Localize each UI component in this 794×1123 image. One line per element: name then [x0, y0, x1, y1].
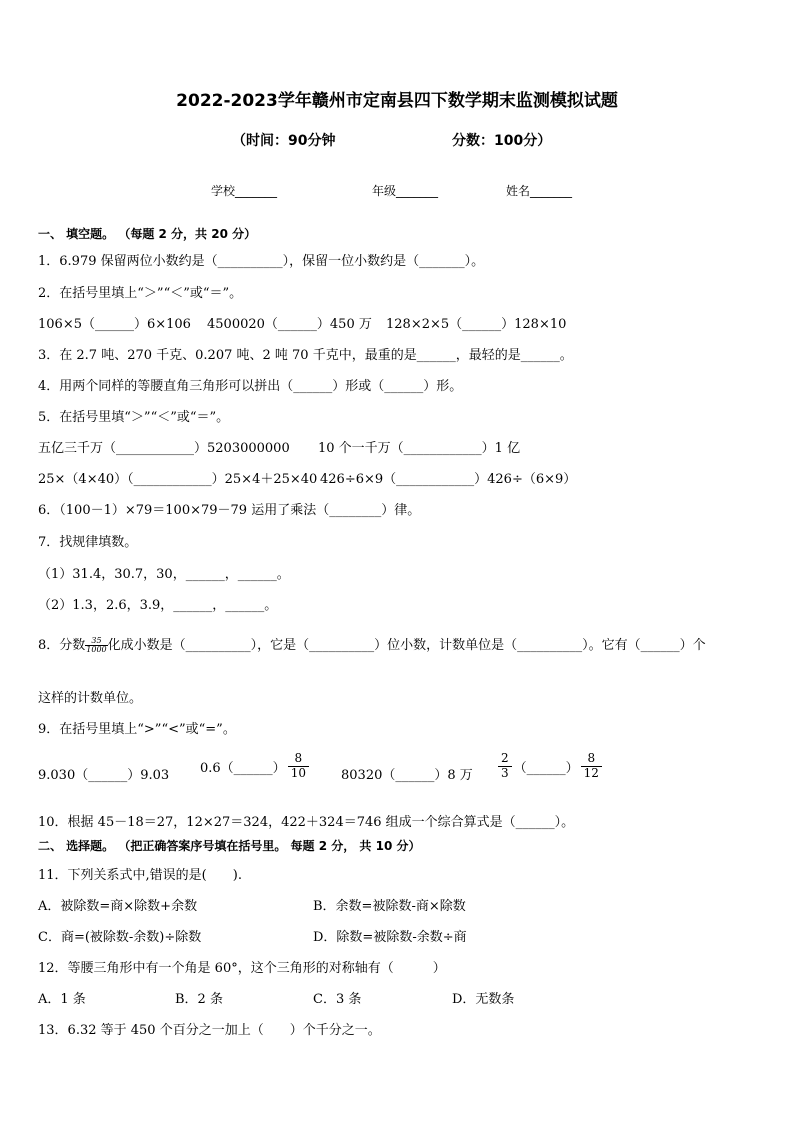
question-9-item-c: 80320（______）8 万	[341, 768, 473, 783]
question-4: 4．用两个同样的等腰直角三角形可以拼出（______）形或（______）形。	[38, 379, 463, 394]
question-8-body: 化成小数是（__________），它是（__________）位小数，计数单位是（__________）。它有（______）个	[107, 638, 706, 653]
question-11: 11．下列关系式中,错误的是( ).	[38, 868, 242, 883]
question-9-item-b-text: 0.6（______）	[200, 760, 286, 776]
question-9-item-d-blank: （______）	[513, 760, 579, 776]
question-2-item-1: 106×5（______）6×106	[38, 317, 191, 332]
question-12-option-c: C．3 条	[313, 992, 362, 1007]
question-9: 9．在括号里填上“>”“<”或“=”。	[38, 722, 236, 737]
question-7-part-1: （1）31.4，30.7，30，______，______。	[38, 567, 290, 582]
fraction-35-1000	[85, 637, 107, 655]
question-12-option-d: D．无数条	[452, 992, 515, 1007]
question-9-item-a: 9.030（______）9.03	[38, 768, 170, 783]
question-6: 6．（100－1）×79＝100×79－79 运用了乘法（________）律。	[38, 503, 421, 518]
fraction-8-12	[581, 752, 602, 781]
question-5-row-2-b: 426÷6×9（____________）426÷（6×9）	[320, 472, 577, 487]
fraction-denominator: 12	[583, 765, 599, 780]
fraction-numerator: 8	[581, 752, 602, 767]
question-7-part-2: （2）1.3，2.6，3.9，______，______。	[38, 598, 278, 613]
page-title: 2022-2023学年赣州市定南县四下数学期末监测模拟试题	[176, 91, 618, 111]
question-11-option-b: B．余数=被除数-商×除数	[313, 899, 466, 914]
question-10: 10．根据 45－18＝27，12×27＝324，422＋324＝746 组成一个综合算式是（______）。	[38, 815, 575, 830]
question-12: 12．等腰三角形中有一个角是 60°，这个三角形的对称轴有（ ）	[38, 961, 446, 976]
question-11-option-c: C．商=(被除数-余数)÷除数	[38, 930, 202, 945]
section-2-heading: 二、 选择题。 （把正确答案序号填在括号里。 每题 2 分， 共 10 分）	[38, 839, 421, 853]
question-5-row-1-a: 五亿三千万（____________）5203000000	[38, 441, 290, 456]
fraction-2-3	[498, 752, 512, 781]
question-3: 3．在 2.7 吨、270 千克、0.207 吨、2 吨 70 千克中，最重的是______，最轻的是______。	[38, 348, 573, 363]
school-field: 学校_______	[211, 184, 278, 198]
question-5-row-2-a: 25×（4×40）（____________）25×4＋25×40	[38, 472, 318, 487]
exam-score: 分数：100分）	[452, 133, 552, 149]
question-8	[38, 634, 706, 654]
question-1: 1．6.979 保留两位小数约是（__________），保留一位小数约是（_______）。	[38, 254, 485, 269]
fraction-numerator: 35	[85, 637, 107, 646]
question-11-option-a: A．被除数=商×除数+余数	[38, 899, 198, 914]
question-13: 13．6.32 等于 450 个百分之一加上（ ）个千分之一。	[38, 1023, 381, 1038]
question-9-item-b	[200, 752, 311, 781]
fraction-denominator: 3	[501, 765, 509, 780]
fraction-denominator: 1000	[86, 645, 107, 654]
question-8-prefix: 8．分数	[38, 638, 86, 653]
grade-field: 年级_______	[372, 184, 439, 198]
question-8-line-2: 这样的计数单位。	[38, 691, 143, 706]
question-7: 7．找规律填数。	[38, 535, 138, 550]
question-2: 2．在括号里填上“＞”“＜”或“＝”。	[38, 286, 243, 301]
section-1-heading: 一、 填空题。 （每题 2 分，共 20 分）	[38, 227, 257, 241]
name-field: 姓名_______	[506, 184, 573, 198]
question-5: 5．在括号里填“＞”“＜”或“＝”。	[38, 410, 230, 425]
fraction-8-10	[288, 752, 309, 781]
question-2-item-3: 128×2×5（______）128×10	[386, 317, 567, 332]
fraction-numerator: 2	[498, 752, 512, 767]
question-2-item-2: 4500020（______）450 万	[207, 317, 372, 332]
question-5-row-1-b: 10 个一千万（____________）1 亿	[318, 441, 521, 456]
fraction-numerator: 8	[288, 752, 309, 767]
exam-time: （时间：90分钟	[232, 133, 336, 149]
question-12-option-b: B．2 条	[175, 992, 223, 1007]
fraction-denominator: 10	[290, 765, 306, 780]
question-11-option-d: D．除数=被除数-余数÷商	[313, 930, 467, 945]
question-12-option-a: A．1 条	[38, 992, 86, 1007]
question-9-item-d	[496, 752, 604, 781]
